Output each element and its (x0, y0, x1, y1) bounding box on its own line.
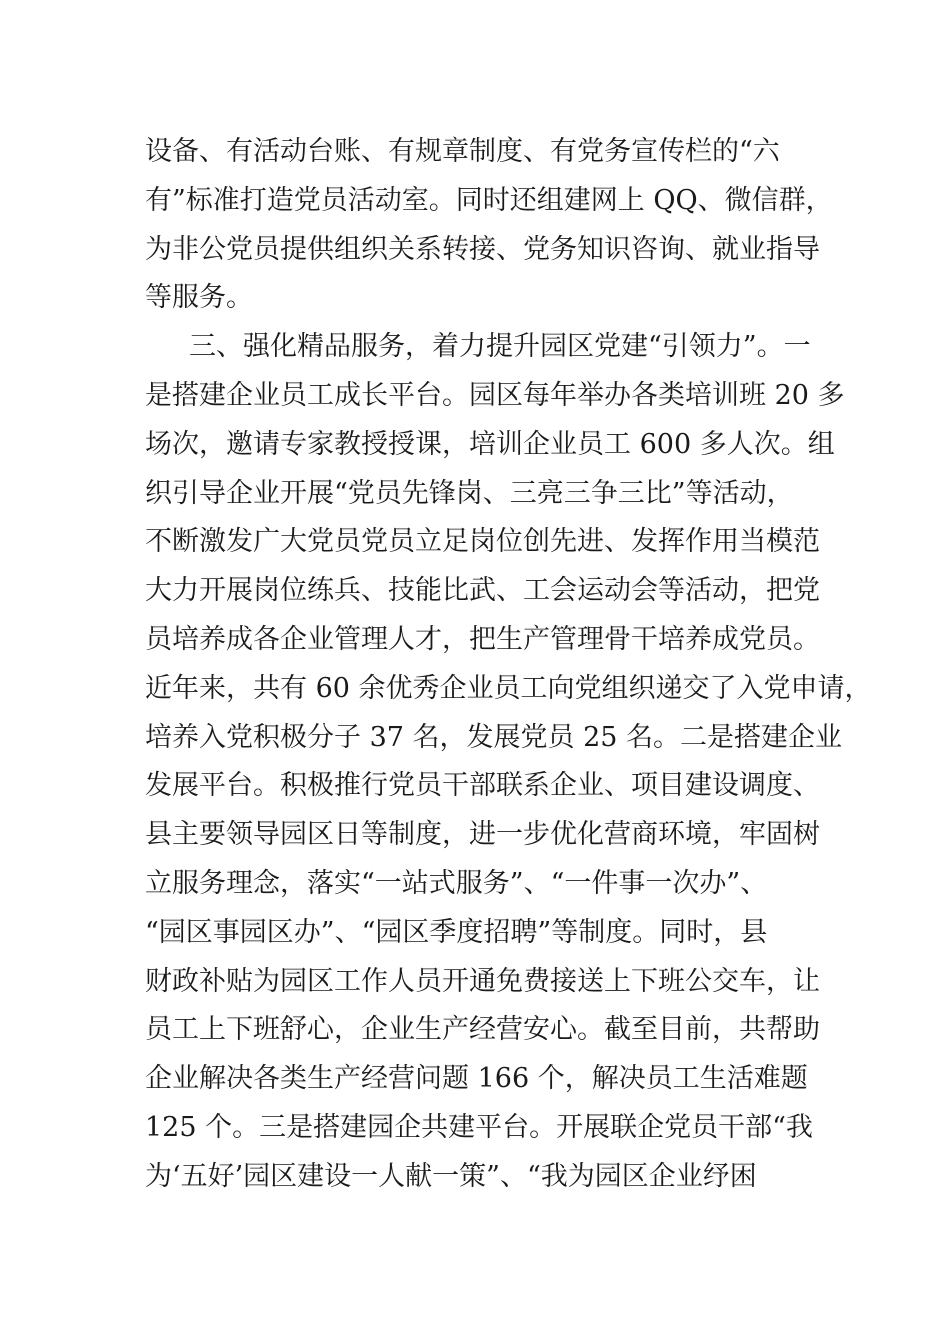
text-line: 为‘五好’园区建设一人献一策”、“我为园区企业纾困 (145, 1160, 757, 1192)
text-line: 场次，邀请专家教授授课，培训企业员工 600 多人次。组 (145, 428, 835, 460)
text-line: 织引导企业开展“党员先锋岗、三亮三争三比”等活动， (145, 477, 794, 509)
text-line: 有”标准打造党员活动室。同时还组建网上 QQ、微信群， (145, 184, 833, 216)
text-line: “园区事园区办”、“园区季度招聘”等制度。同时，县 (145, 916, 768, 948)
text-line: 员培养成各企业管理人才，把生产管理骨干培养成党员。 (145, 623, 820, 655)
text-line: 是搭建企业员工成长平台。园区每年举办各类培训班 20 多 (145, 379, 845, 411)
text-line: 大力开展岗位练兵、技能比武、工会运动会等活动，把党 (145, 575, 820, 607)
text-line: 立服务理念，落实“一站式服务”、“一件事一次办”、 (145, 867, 768, 899)
text-line: 125 个。三是搭建园企共建平台。开展联企党员干部“我 (145, 1111, 813, 1143)
body-text (145, 128, 872, 1202)
text-line: 不断激发广大党员党员立足岗位创先进、发挥作用当模范 (145, 526, 820, 558)
text-line: 近年来，共有 60 余优秀企业员工向党组织递交了入党申请， (145, 672, 872, 704)
text-line: 发展平台。积极推行党员干部联系企业、项目建设调度、 (145, 770, 820, 802)
text-line: 为非公党员提供组织关系转接、党务知识咨询、就业指导 (145, 233, 820, 265)
text-line: 员工上下班舒心，企业生产经营安心。截至目前，共帮助 (145, 1014, 820, 1046)
text-line: 县主要领导园区日等制度，进一步优化营商环境，牢固树 (145, 819, 820, 851)
text-line: 企业解决各类生产经营问题 166 个，解决员工生活难题 (145, 1063, 808, 1095)
section-heading-line: 三、强化精品服务，着力提升园区党建“引领力”。一 (189, 331, 811, 363)
text-line: 设备、有活动台账、有规章制度、有党务宣传栏的“六 (145, 136, 780, 167)
text-line: 等服务。 (145, 282, 253, 314)
text-line: 培养入党积极分子 37 名，发展党员 25 名。二是搭建企业 (145, 721, 843, 753)
text-line: 财政补贴为园区工作人员开通免费接送上下班公交车，让 (145, 965, 820, 997)
